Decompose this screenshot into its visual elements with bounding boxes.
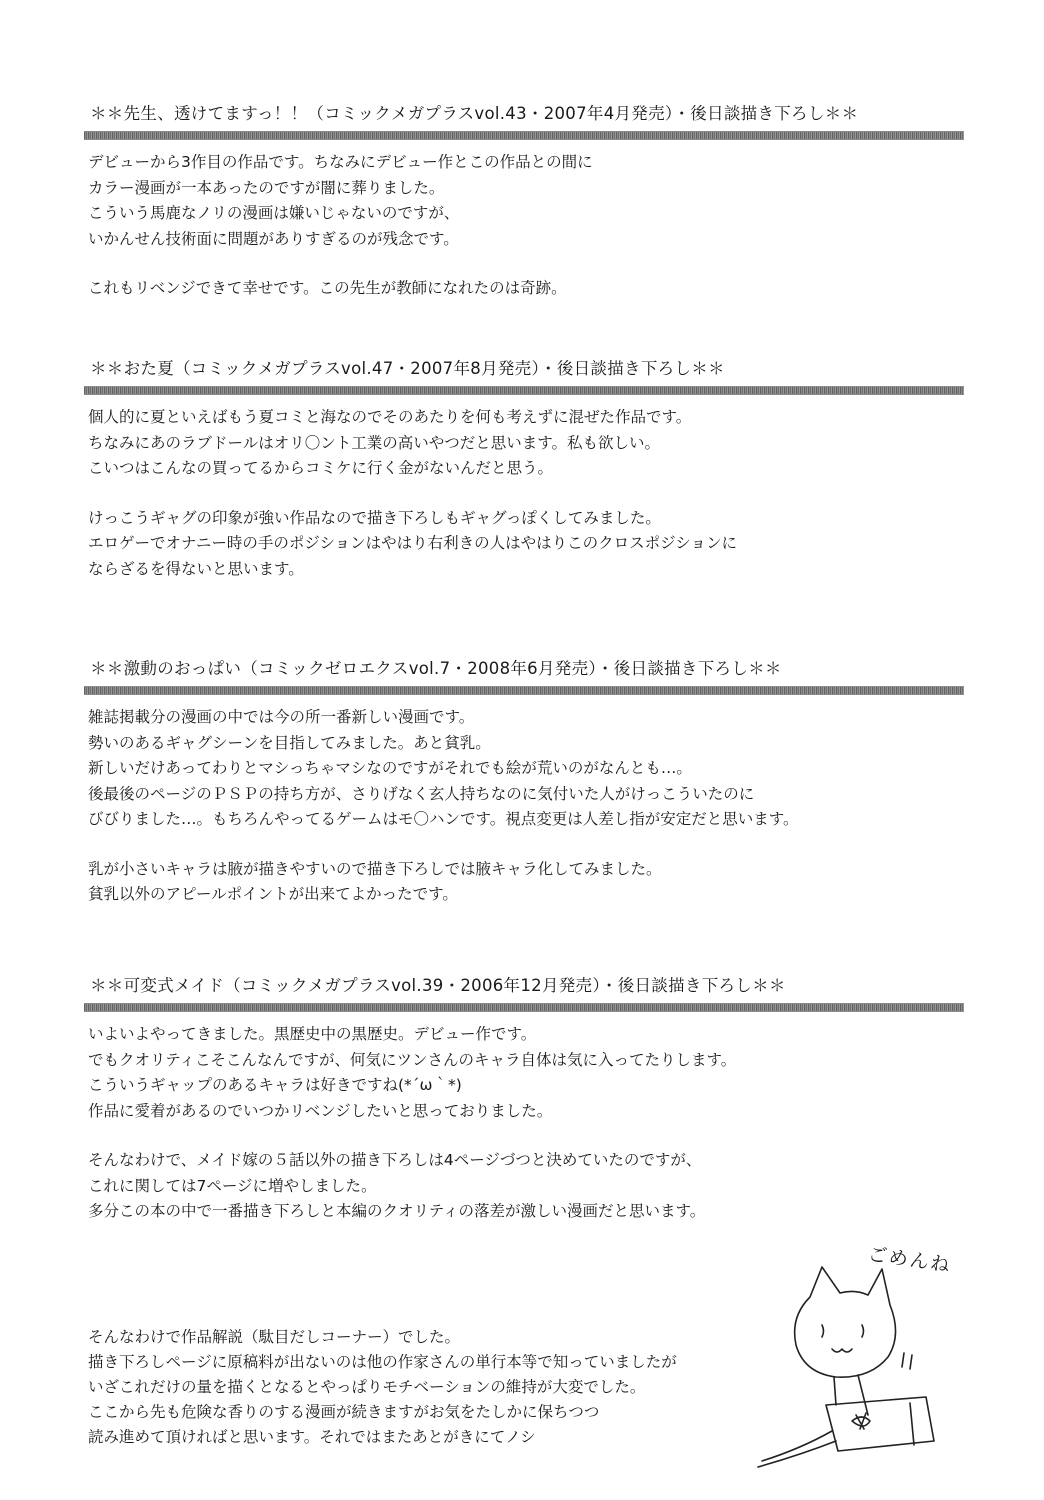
doodle-caption: ごめんね	[866, 1243, 953, 1277]
text-line: びびりました…。もちろんやってるゲームはモ〇ハンです。視点変更は人差し指が安定だと思います。	[88, 810, 799, 828]
heading-rule	[84, 131, 964, 140]
paragraph	[84, 150, 964, 252]
text-line: いかんせん技術面に問題がありすぎるのが残念です。	[88, 229, 459, 248]
text-line: 個人的に夏といえばもう夏コミと海なのでそのあたりを何も考えずに混ぜた作品です。	[88, 408, 692, 426]
section-heading: ＊＊可変式メイド（コミックメガプラスvol.39・2006年12月発売）・後日談描き下ろし＊＊	[90, 976, 786, 995]
text-line: カラー漫画が一本あったのですが闇に葬りました。	[88, 178, 445, 197]
text-line: 新しいだけあってわりとマシっちゃマシなのですがそれでも絵が荒いのがなんとも…。	[88, 759, 692, 777]
text-line: けっこうギャグの印象が強い作品なので描き下ろしもギャグっぽくしてみました。	[88, 508, 661, 527]
text-line: 勢いのあるギャグシーンを目指してみました。あと貧乳。	[88, 733, 491, 752]
text-line: そんなわけで作品解説（駄目だしコーナー）でした。	[88, 1328, 461, 1346]
paragraph	[84, 405, 964, 482]
text-line: エロゲーでオナニー時の手のポジションはやはり右利きの人はやはりこのクロスポジションに	[88, 534, 737, 552]
section-1	[84, 103, 964, 302]
section-heading: ＊＊激動のおっぱい（コミックゼロエクスvol.7・2008年6月発売）・後日談描き下ろし＊＊	[90, 659, 782, 678]
text-line: 多分この本の中で一番描き下ろしと本編のクオリティの落差が激しい漫画だと思います。	[88, 1202, 706, 1220]
heading-rule	[84, 386, 964, 395]
section-heading: ＊＊先生、透けてますっ！！（コミックメガプラスvol.43・2007年4月発売）・後日談描き下ろし＊＊	[90, 104, 859, 123]
text-line: こういうギャップのあるキャラは好きですね(*´ω｀*)	[88, 1076, 462, 1094]
text-line: 後最後のページのＰＳＰの持ち方が、さりげなく玄人持ちなのに気付いた人がけっこういたのに	[88, 784, 755, 803]
heading-rule	[84, 1003, 964, 1012]
text-line: こういう馬鹿なノリの漫画は嫌いじゃないのですが、	[88, 204, 460, 222]
text-line: でもクオリティこそこんなんですが、何気にツンさんのキャラ自体は気に入ってたりします。	[88, 1050, 737, 1069]
text-line: 貧乳以外のアピールポイントが出来てよかったです。	[88, 885, 458, 903]
closing-remarks	[84, 1325, 784, 1450]
paragraph	[84, 857, 964, 908]
heading-rule	[84, 686, 964, 695]
section-2	[84, 358, 964, 582]
text-line: これもリベンジできて幸せです。この先生が教師になれたのは奇跡。	[88, 279, 567, 297]
paragraph	[84, 705, 964, 833]
paragraph	[84, 1022, 964, 1124]
section-3	[84, 658, 964, 908]
text-line: そんなわけで、メイド嫁の５話以外の描き下ろしは4ページづつと決めていたのですが、	[88, 1151, 702, 1169]
text-line: ここから先も危険な香りのする漫画が続きますがお気をたしかに保ちつつ	[88, 1403, 600, 1421]
text-line: 読み進めて頂ければと思います。それではまたあとがきにてノシ	[88, 1428, 536, 1446]
text-line: ならざるを得ないと思います。	[88, 559, 304, 578]
section-4	[84, 975, 964, 1225]
paragraph	[84, 506, 964, 583]
text-line: いよいよやってきました。黒歴史中の黒歴史。デビュー作です。	[88, 1025, 537, 1043]
text-line: デビューから3作目の作品です。ちなみにデビュー作とこの作品との間に	[88, 153, 593, 171]
cat-sketch-icon	[740, 1245, 980, 1475]
text-line: いざこれだけの量を描くとなるとやっぱりモチベーションの維持が大変でした。	[88, 1378, 646, 1396]
paragraph	[84, 276, 964, 302]
text-line: こいつはこんなの買ってるからコミケに行く金がないんだと思う。	[88, 459, 554, 477]
text-line: ちなみにあのラブドールはオリ〇ント工業の高いやつだと思います。私も欲しい。	[88, 433, 660, 452]
text-line: 描き下ろしページに原稿料が出ないのは他の作家さんの単行本等で知っていましたが	[88, 1353, 677, 1371]
text-line: 乳が小さいキャラは腋が描きやすいので描き下ろしでは腋キャラ化してみました。	[88, 859, 662, 878]
section-heading: ＊＊おた夏（コミックメガプラスvol.47・2007年8月発売）・後日談描き下ろし＊＊	[90, 359, 725, 378]
paragraph	[84, 1148, 964, 1225]
text-line: 雑誌掲載分の漫画の中では今の所一番新しい漫画です。	[88, 708, 475, 726]
text-line: 作品に愛着があるのでいつかリベンジしたいと思っておりました。	[88, 1101, 553, 1120]
text-line: これに関しては7ページに増やしました。	[88, 1176, 377, 1195]
